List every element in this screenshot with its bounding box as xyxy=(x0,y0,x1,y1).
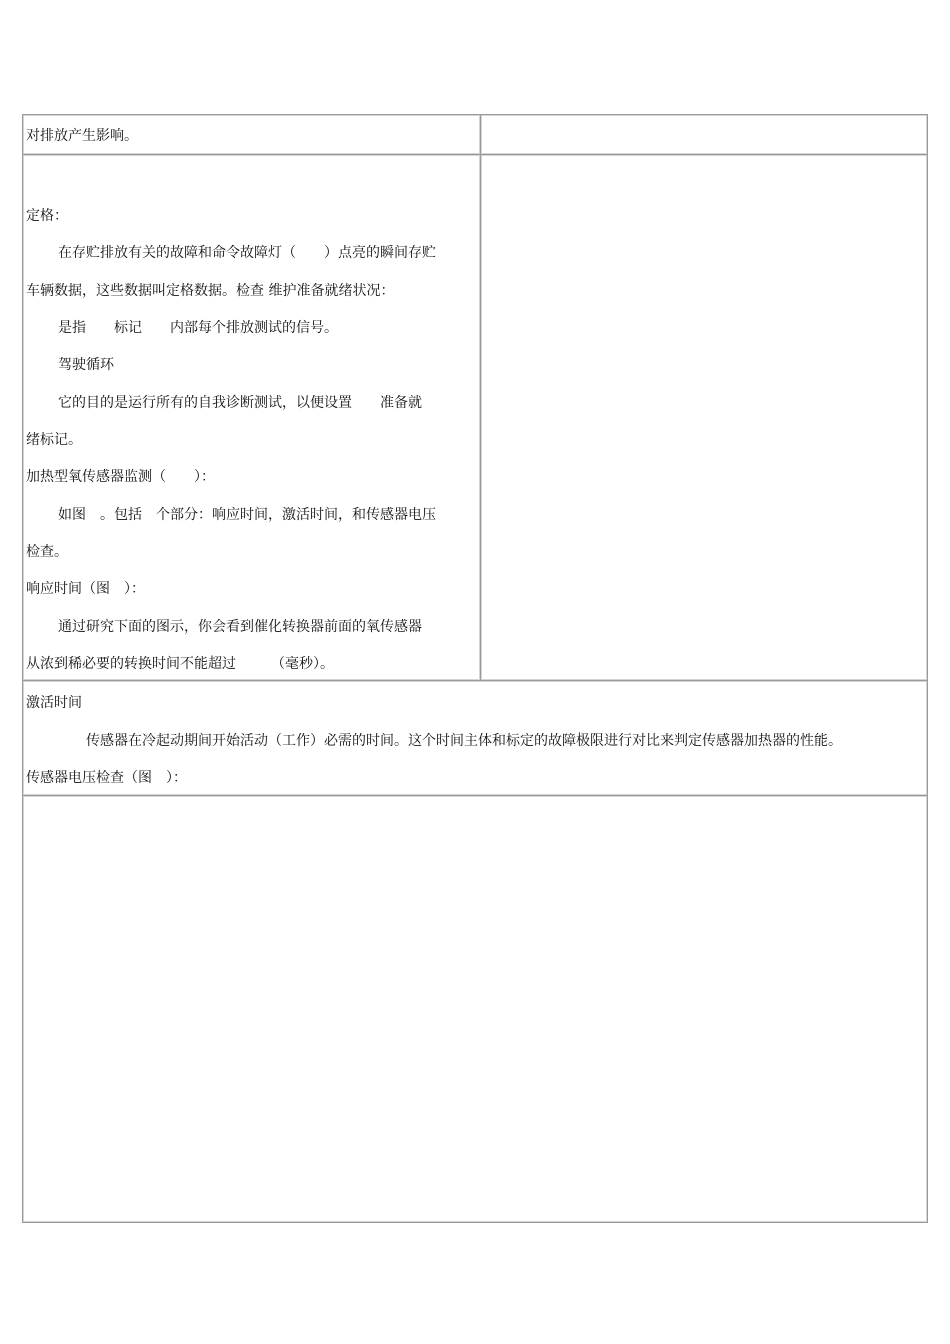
table-cell-row2-left xyxy=(22,154,481,681)
paragraph-line: 绪标记。 xyxy=(26,432,82,448)
section-heading-freeze-frame: 定格： xyxy=(26,208,68,224)
row1-text: 对排放产生影响。 xyxy=(26,128,138,144)
paragraph-line: 通过研究下面的图示，你会看到催化转换器前面的氧传感器 xyxy=(58,619,422,635)
table-cell-row1-left xyxy=(22,114,481,155)
table-cell-row4-figure-area xyxy=(22,795,928,1223)
section-heading-heated-oxygen-sensor: 加热型氧传感器监测（ ）： xyxy=(26,469,215,485)
section-heading-activation-time: 激活时间 xyxy=(26,695,82,711)
paragraph-line: 在存贮排放有关的故障和命令故障灯（ ）点亮的瞬间存贮 xyxy=(58,245,436,261)
paragraph-line: 从浓到稀必要的转换时间不能超过 （毫秒）。 xyxy=(26,656,334,672)
section-heading-response-time: 响应时间（图 ）： xyxy=(26,581,145,597)
table-cell-row2-right xyxy=(480,154,928,681)
table-cell-row3 xyxy=(22,680,928,796)
section-heading-sensor-voltage-check: 传感器电压检查（图 ）： xyxy=(26,770,187,786)
table-cell-row1-right xyxy=(480,114,928,155)
paragraph-line: 是指 标记 内部每个排放测试的信号。 xyxy=(58,320,338,336)
paragraph-line: 检查。 xyxy=(26,544,68,560)
paragraph-line: 车辆数据，这些数据叫定格数据。检查 维护准备就绪状况： xyxy=(26,283,395,299)
paragraph-line: 它的目的是运行所有的自我诊断测试，以便设置 准备就 xyxy=(58,395,422,411)
paragraph-line: 传感器在冷起动期间开始活动（工作）必需的时间。这个时间主体和标定的故障极限进行对比来判定传感器加热器的性能。 xyxy=(86,733,842,749)
section-heading-drive-cycle: 驾驶循环 xyxy=(58,357,114,373)
paragraph-line: 如图 。包括 个部分：响应时间，激活时间，和传感器电压 xyxy=(58,507,436,523)
